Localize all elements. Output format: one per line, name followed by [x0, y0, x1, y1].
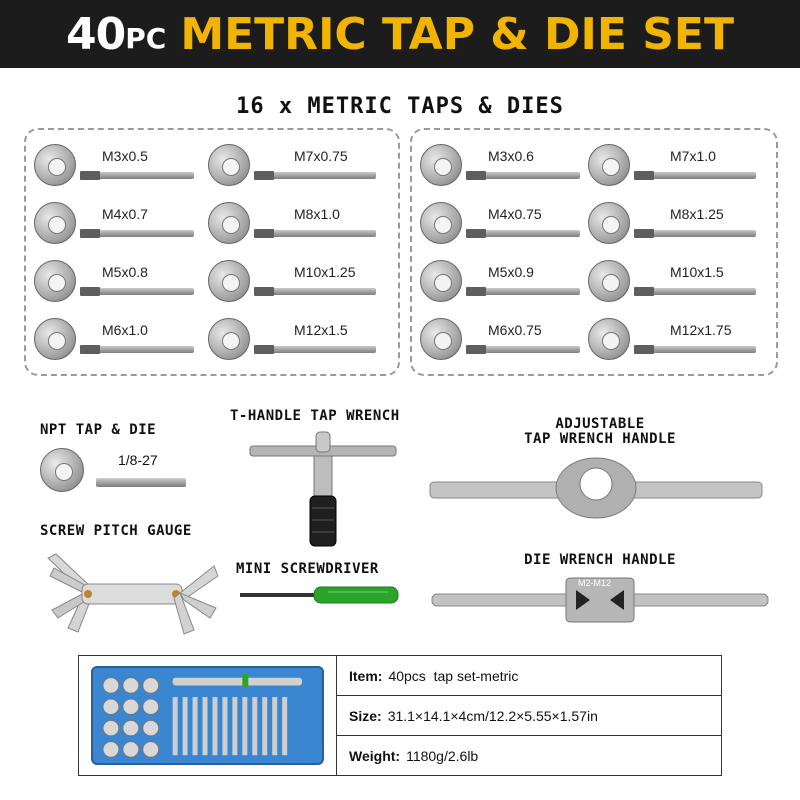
adjustable-wrench-icon: [428, 454, 764, 522]
tool-case-icon: [91, 666, 324, 765]
npt-size-label: 1/8-27: [118, 452, 158, 468]
t-handle-wrench-icon: [248, 428, 398, 552]
tap-die-pair: [420, 138, 590, 192]
spec-value: 40pcs tap set-metric: [388, 667, 519, 684]
tap-die-pair: [588, 138, 768, 192]
tap-icon: [258, 172, 376, 179]
pitch-gauge-icon: [44, 548, 220, 638]
tap-die-pair: [588, 254, 768, 308]
tap-die-pair: [34, 196, 204, 250]
die-icon: [208, 144, 250, 186]
tap-icon: [470, 172, 580, 179]
die-icon: [34, 202, 76, 244]
spec-rows: [337, 656, 721, 775]
tap-icon: [638, 288, 756, 295]
npt-tap-icon: [96, 478, 186, 487]
die-icon: [588, 202, 630, 244]
tap-die-pair: [420, 312, 590, 366]
tap-icon: [258, 230, 376, 237]
pitch-gauge-title: SCREW PITCH GAUGE: [40, 523, 192, 539]
spec-key: Weight:: [349, 747, 401, 764]
metric-panel-left: [24, 128, 400, 376]
tap-icon: [470, 288, 580, 295]
die-icon: [420, 144, 462, 186]
spec-value: 31.1×14.1×4cm/12.2×5.55×1.57in: [387, 707, 598, 724]
tap-icon: [84, 230, 194, 237]
tap-die-pair: [588, 196, 768, 250]
banner-title: METRIC TAP & DIE SET: [180, 8, 734, 60]
taps-section-title: 16 x METRIC TAPS & DIES: [236, 94, 564, 119]
die-icon: [208, 260, 250, 302]
size-label: M3x0.6: [488, 148, 534, 164]
size-label: M6x1.0: [102, 322, 148, 338]
size-label: M4x0.75: [488, 206, 542, 222]
tap-icon: [84, 288, 194, 295]
tap-icon: [638, 230, 756, 237]
banner-count: 40: [66, 8, 126, 60]
size-label: M4x0.7: [102, 206, 148, 222]
tap-icon: [84, 346, 194, 353]
t-handle-title: T-HANDLE TAP WRENCH: [230, 408, 400, 424]
tap-icon: [638, 346, 756, 353]
die-icon: [588, 318, 630, 360]
spec-row-item: [337, 656, 721, 696]
tap-die-pair: [208, 312, 388, 366]
tap-die-pair: [588, 312, 768, 366]
title-banner: [0, 0, 800, 68]
spec-key: Size:: [349, 707, 382, 724]
spec-value: 1180g/2.6lb: [406, 747, 479, 764]
tap-icon: [258, 288, 376, 295]
die-icon: [208, 318, 250, 360]
size-label: M8x1.25: [670, 206, 724, 222]
tap-icon: [638, 172, 756, 179]
size-label: M6x0.75: [488, 322, 542, 338]
die-icon: [34, 318, 76, 360]
tap-die-pair: [208, 196, 388, 250]
size-label: M8x1.0: [294, 206, 340, 222]
case-photo: [79, 656, 337, 775]
spec-key: Item:: [349, 667, 383, 684]
tap-icon: [470, 346, 580, 353]
screwdriver-icon: [238, 584, 402, 606]
size-label: M12x1.75: [670, 322, 732, 338]
tap-icon: [258, 346, 376, 353]
die-icon: [588, 260, 630, 302]
spec-row-weight: [337, 736, 721, 775]
tap-icon: [470, 230, 580, 237]
adjustable-title-line2: TAP WRENCH HANDLE: [524, 431, 676, 447]
size-label: M10x1.5: [670, 264, 724, 280]
size-label: M7x0.75: [294, 148, 348, 164]
tap-die-pair: [208, 138, 388, 192]
die-icon: [420, 260, 462, 302]
adjustable-title-line1: ADJUSTABLE: [555, 416, 645, 432]
size-label: M5x0.9: [488, 264, 534, 280]
size-label: M5x0.8: [102, 264, 148, 280]
tap-die-pair: [34, 254, 204, 308]
die-icon: [420, 318, 462, 360]
tap-die-pair: [420, 254, 590, 308]
metric-panel-right: [410, 128, 778, 376]
npt-die-icon: [40, 448, 84, 492]
die-wrench-marking: M2-M12: [578, 578, 612, 588]
size-label: M3x0.5: [102, 148, 148, 164]
tap-icon: [84, 172, 194, 179]
tap-die-pair: [34, 312, 204, 366]
size-label: M10x1.25: [294, 264, 356, 280]
die-icon: [420, 202, 462, 244]
screwdriver-title: MINI SCREWDRIVER: [236, 561, 379, 577]
tap-die-pair: [34, 138, 204, 192]
size-label: M12x1.5: [294, 322, 348, 338]
tap-die-pair: [420, 196, 590, 250]
tap-die-pair: [208, 254, 388, 308]
spec-row-size: [337, 696, 721, 736]
die-wrench-title: DIE WRENCH HANDLE: [524, 552, 676, 568]
die-icon: [588, 144, 630, 186]
size-label: M7x1.0: [670, 148, 716, 164]
banner-unit: PC: [125, 21, 167, 55]
case-contents-icon: [93, 668, 322, 763]
die-icon: [208, 202, 250, 244]
spec-table: [78, 655, 722, 776]
die-icon: [34, 144, 76, 186]
die-icon: [34, 260, 76, 302]
npt-title: NPT TAP & DIE: [40, 422, 157, 438]
